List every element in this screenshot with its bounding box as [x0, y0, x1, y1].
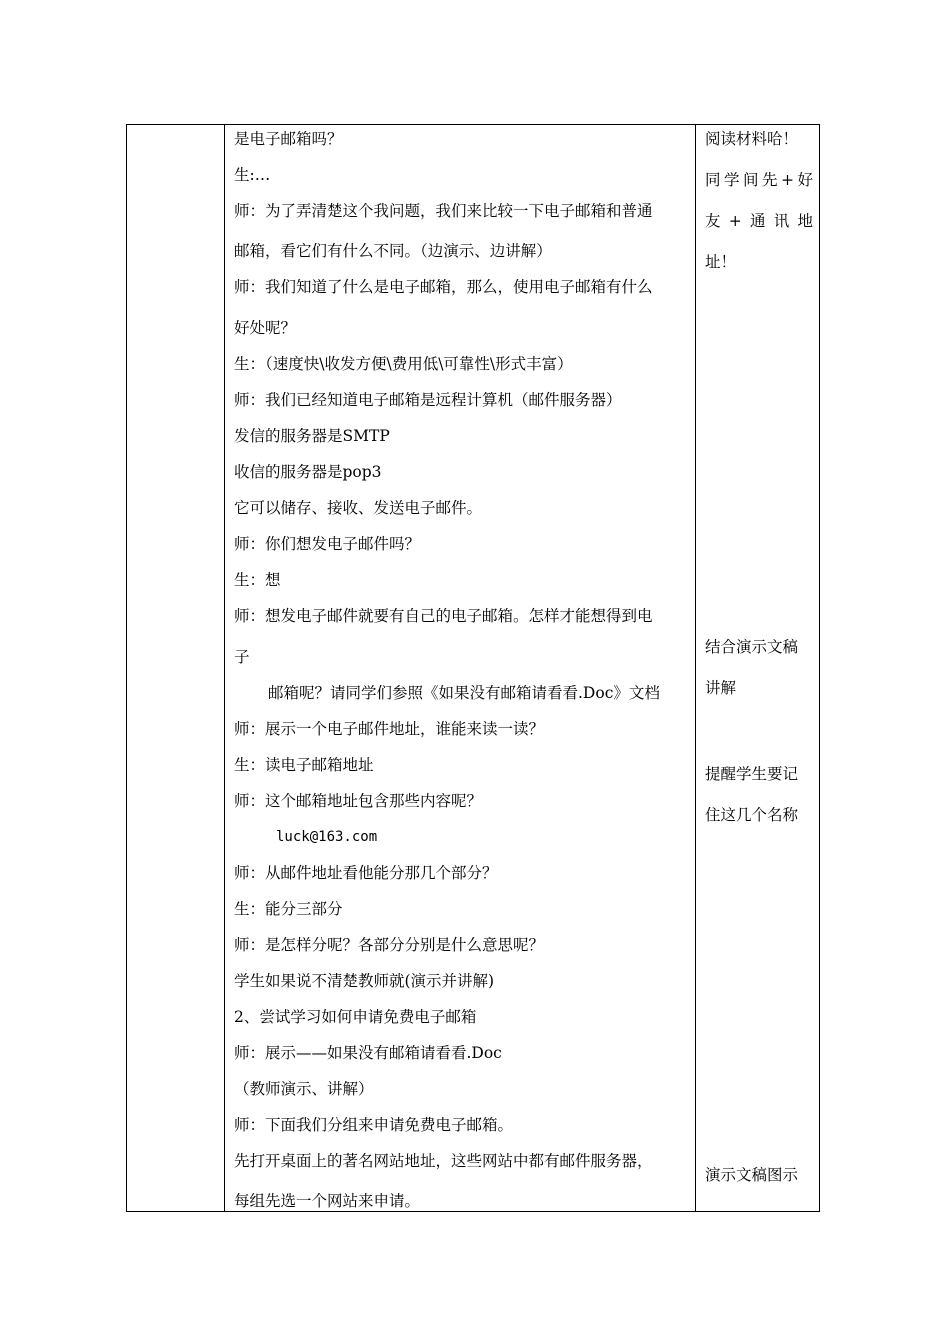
content-line: 生：（速度快\收发方便\费用低\可靠性\形式丰富） [234, 355, 573, 373]
note-line: 友+通讯地 [705, 212, 813, 230]
note-line: 住这几个名称 [705, 806, 799, 824]
notes-column [705, 125, 815, 1211]
content-line: 师：我们已经知道电子邮箱是远程计算机（邮件服务器） [234, 391, 622, 409]
content-line: 子 [234, 648, 250, 666]
content-line: 收信的服务器是pop3 [234, 463, 382, 481]
note-line: 提醒学生要记 [705, 765, 799, 783]
content-line: 师：展示一个电子邮件地址，谁能来读一读？ [234, 720, 545, 738]
content-line: 好处呢？ [234, 319, 297, 337]
content-line: （教师演示、讲解） [234, 1080, 374, 1098]
email-address-example: luck@163.com [276, 829, 378, 845]
content-line: 先打开桌面上的著名网站地址，这些网站中都有邮件服务器， [234, 1152, 653, 1170]
note-line: 结合演示文稿 [705, 638, 799, 656]
content-line: 学生如果说不清楚教师就(演示并讲解) [234, 972, 495, 990]
content-line: 师：我们知道了什么是电子邮箱，那么，使用电子邮箱有什么 [234, 278, 653, 296]
content-line: 师：是怎样分呢？各部分分别是什么意思呢？ [234, 936, 545, 954]
column-divider [695, 125, 696, 1211]
content-line: 师：想发电子邮件就要有自己的电子邮箱。怎样才能想得到电 [234, 607, 653, 625]
content-line: 邮箱，看它们有什么不同。（边演示、边讲解） [234, 242, 552, 260]
note-line: 阅读材料哈！ [705, 130, 799, 148]
content-line: 生:… [234, 166, 271, 184]
note-line: 同学间先+好 [705, 171, 813, 189]
note-line: 演示文稿图示 [705, 1166, 799, 1184]
content-line: 生：能分三部分 [234, 900, 343, 918]
lesson-content-column [234, 125, 660, 1211]
content-line: 2、尝试学习如何申请免费电子邮箱 [234, 1008, 477, 1026]
note-line: 讲解 [705, 679, 737, 697]
content-line: 每组先选一个网站来申请。 [234, 1192, 421, 1210]
column-divider [224, 125, 225, 1211]
content-line: 发信的服务器是SMTP [234, 427, 390, 445]
content-line: 它可以储存、接收、发送电子邮件。 [234, 499, 483, 517]
content-line: 是电子邮箱吗？ [234, 130, 343, 148]
content-line: 师：展示——如果没有邮箱请看看.Doc [234, 1044, 502, 1062]
content-line: 师：为了弄清楚这个我问题，我们来比较一下电子邮箱和普通 [234, 202, 653, 220]
lesson-table [126, 124, 820, 1212]
content-line: 师：这个邮箱地址包含那些内容呢？ [234, 792, 483, 810]
content-line: 师：下面我们分组来申请免费电子邮箱。 [234, 1116, 514, 1134]
content-line: 邮箱呢？请同学们参照《如果没有邮箱请看看.Doc》文档 [268, 684, 660, 702]
content-line: 生：想 [234, 571, 281, 589]
content-line: 师：你们想发电子邮件吗？ [234, 535, 421, 553]
note-line: 址！ [705, 253, 737, 271]
content-line: 生：读电子邮箱地址 [234, 756, 374, 774]
content-line: 师：从邮件地址看他能分那几个部分？ [234, 864, 498, 882]
